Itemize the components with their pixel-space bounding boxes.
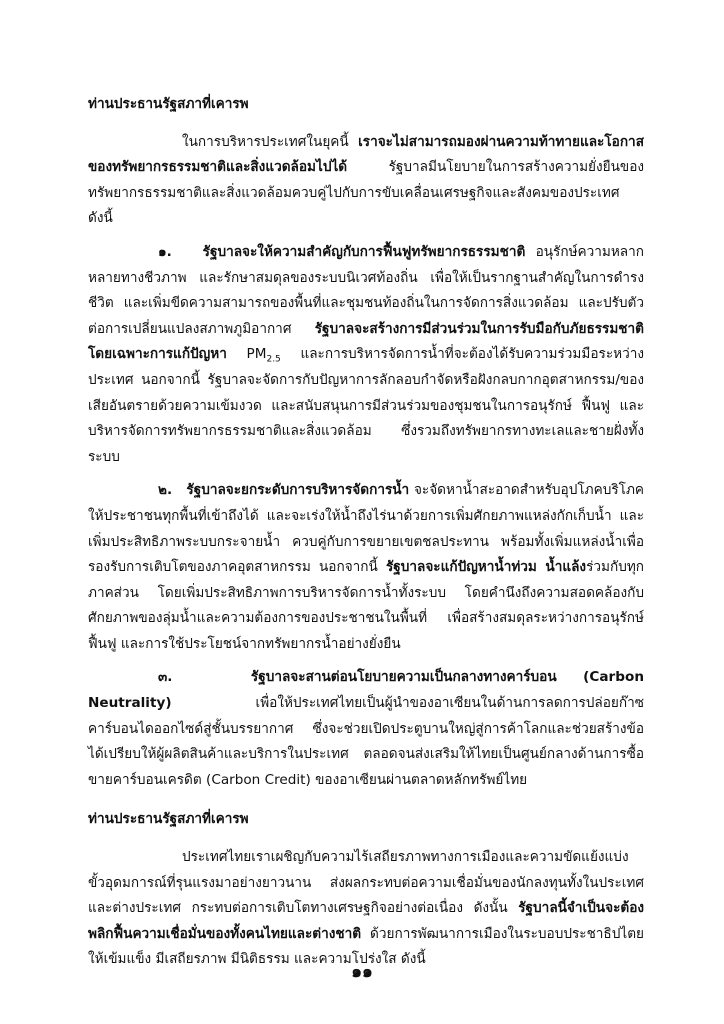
bold-text: รัฐบาลจะสานต่อนโยบายความเป็นกลางทางคาร์บอน (Carbon Neutrality) — [88, 669, 644, 712]
document-body — [88, 92, 644, 981]
bold-text: รัฐบาลจะแก้ปัญหาน้ำท่วม น้ำแล้ง — [385, 559, 587, 576]
text: ในการบริหารประเทศในยุคนี้ — [182, 133, 359, 150]
text: ด้วยการพัฒนาการเมืองในระบอบประชาธิปไตยให้เข้มแข็ง มีเสถียรภาพ มีนิติธรรม และความโปร่งใส ดังนี้ — [88, 925, 644, 968]
policy-item-1 — [88, 240, 644, 470]
text: และการบริหารจัดการน้ำที่จะต้องได้รับความร่วมมือระหว่างประเทศ นอกจากนี้ รัฐบาลจะจัดการกับปัญหาการลักลอบกำจัดหรือฝังกลบกากอุตสาหกรรม/ของเสียอันตรายด้วยความเข้มงวด และสนับสนุนการมีส่วนร่วมของชุมชนในการอนุรักษ์ ฟื้นฟู และบริหารจัดการทรัพยากรธรรมชาติและสิ่งแวดล้อม ซึ่งรวมถึงทรัพยากรทางทะเลและชายฝั่งทั้งระบบ — [88, 346, 644, 465]
policy-item-3 — [88, 665, 644, 793]
section-heading: ท่านประธานรัฐสภาที่เคารพ — [88, 96, 249, 112]
item-number: ๓. — [158, 669, 173, 686]
text: อนุรักษ์ความหลากหลายทางชีวภาพ และรักษาสมดุลของระบบนิเวศท้องถิ่น เพื่อให้เป็นรากฐานสำคัญในการดำรงชีวิต และเพิ่มขีดความสามารถของพื้นที่และชุมชนท้องถิ่นในการจัดการสิ่งแวดล้อม และปรับตัวต่อการเปลี่ยนแปลงสภาพภูมิอากาศ — [88, 243, 644, 337]
section-heading: ท่านประธานรัฐสภาที่เคารพ — [88, 811, 249, 828]
bold-text: รัฐบาลจะสร้างการมีส่วนร่วมในการรับมือกับภัยธรรมชาติ โดยเฉพาะการแก้ปัญหา — [88, 320, 644, 363]
politics-paragraph — [88, 845, 644, 973]
text: เพื่อให้ประเทศไทยเป็นผู้นำของอาเซียนในด้านการลดการปล่อยก๊าซคาร์บอนไดออกไซด์สู่ชั้นบรรยากาศ ซึ่งจะช่วยเปิดประตูบานใหญ่สู่การค้าโลกและช่วยสร้างข้อได้เปรียบให้ผู้ผลิตสินค้าและบริการในประเทศ ตลอดจนส่งเสริมให้ไทยเป็นศูนย์กลางด้านการซื้อขายคาร์บอนเครดิต (Carbon Credit) ของอาเซียนผ่านตลาดหลักทรัพย์ไทย — [88, 695, 644, 788]
text: รัฐบาลมีนโยบายในการสร้างความยั่งยืนของทรัพยากรธรรมชาติและสิ่งแวดล้อมควบคู่ไปกับการขับเคลื่อนเศรษฐกิจและสังคมของประเทศ ดังนี้ — [88, 159, 644, 227]
text: ร่วมกับทุกภาคส่วน โดยเพิ่มประสิทธิภาพการบริหารจัดการน้ำทั้งระบบ โดยคำนึงถึงความสอดคล้องกับศักยภาพของลุ่มน้ำและความต้องการของประชาชนในพื้นที่ เพื่อสร้างสมดุลระหว่างการอนุรักษ์ ฟื้นฟู และการใช้ประโยชน์จากทรัพยากรน้ำอย่างยั่งยืน — [88, 559, 645, 652]
pm-subscript: 2.5 — [266, 355, 281, 366]
page-number: ๑๑ — [351, 962, 373, 982]
pm-label: PM — [246, 346, 267, 363]
intro-paragraph — [88, 130, 644, 232]
text: จะจัดหาน้ำสะอาดสำหรับอุปโภคบริโภคให้ประชาชนทุกพื้นที่เข้าถึงได้ และจะเร่งให้น้ำถึงไร่นาด้วยการเพิ่มศักยภาพแหล่งกักเก็บน้ำ และเพิ่มประสิทธิภาพระบบกระจายน้ำ ควบคู่กับการขยายเขตชลประทาน พร้อมทั้งเพิ่มแหล่งน้ำเพื่อรองรับการเติบโตของภาคอุตสาหกรรม นอกจากนี้ — [88, 482, 644, 576]
item-number: ๒. — [158, 482, 173, 499]
item-number: ๑. — [158, 243, 172, 260]
bold-text: รัฐบาลนี้จำเป็นจะต้องพลิกฟื้นความเชื่อมั่นของทั้งคนไทยและต่างชาติ — [88, 900, 644, 942]
bold-text: รัฐบาลจะให้ความสำคัญกับการฟื้นฟูทรัพยากรธรรมชาติ — [202, 243, 526, 260]
bold-text: เราจะไม่สามารถมองผ่านความท้าทายและโอกาสของทรัพยากรธรรมชาติและสิ่งแวดล้อมไปได้ — [88, 133, 644, 176]
bold-text: รัฐบาลจะยกระดับการบริหารจัดการน้ำ — [186, 482, 410, 499]
text: ประเทศไทยเราเผชิญกับความไร้เสถียรภาพทางการเมืองและความขัดแย้งแบ่งขั้วอุดมการณ์ที่รุนแรงมาอย่างยาวนาน ส่งผลกระทบต่อความเชื่อมั่นของนักลงทุนทั้งในประเทศและต่างประเทศ กระทบต่อการเติบโตทางเศรษฐกิจอย่างต่อเนื่อง ดังนั้น — [88, 849, 644, 917]
policy-item-2 — [88, 478, 644, 657]
